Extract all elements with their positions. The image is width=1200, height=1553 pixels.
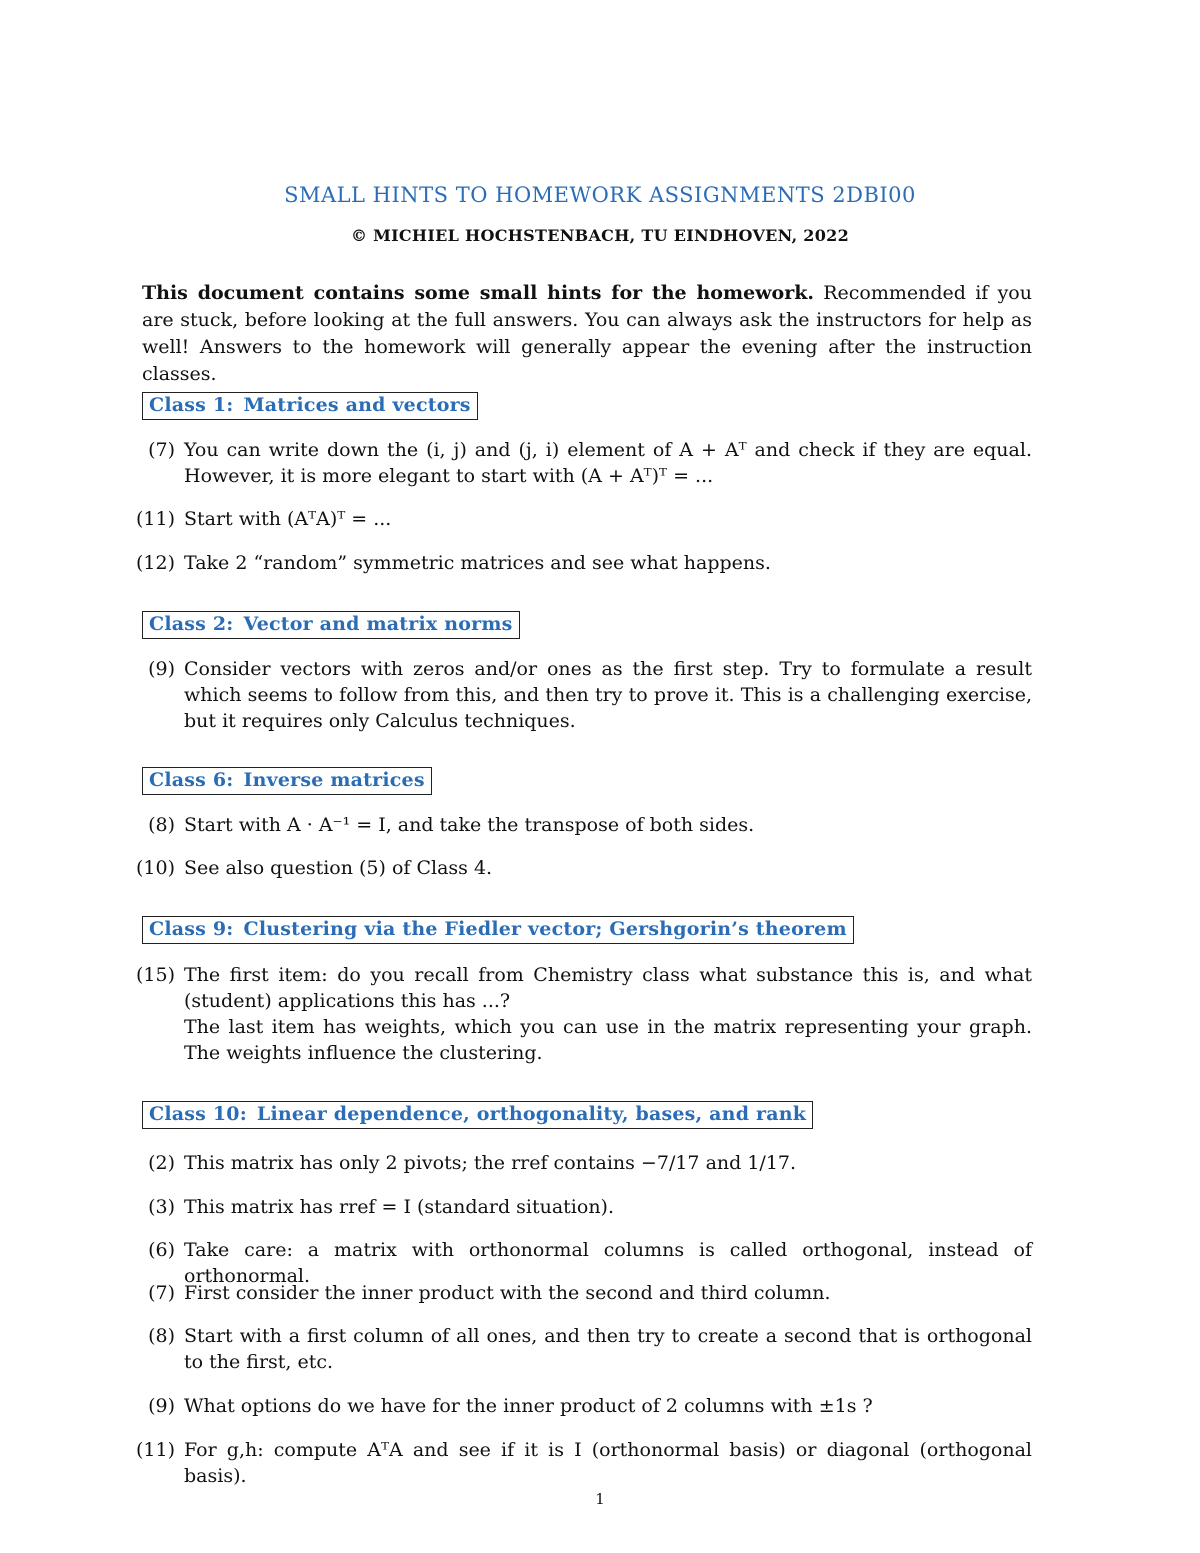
hint-text: This matrix has rref = I (standard situation).: [184, 1196, 615, 1218]
section-title: Inverse matrices: [243, 769, 425, 791]
hint-text: Consider vectors with zeros and/or ones as the first step. Try to formulate a result which seems to follow from this, and then try to prove it. This is a challenging exercise, but it requires only Calculus techniques.: [184, 658, 1032, 732]
hint-number: (2): [148, 1152, 175, 1174]
section-number: Class 10:: [149, 1103, 247, 1125]
section-title: Vector and matrix norms: [243, 613, 513, 635]
section-heading: [142, 767, 432, 795]
page-number: 1: [595, 1490, 605, 1508]
hint-number: (8): [148, 814, 175, 836]
hint-text: [184, 962, 1032, 1066]
section-heading: [142, 916, 854, 944]
hint-number: (7): [148, 439, 175, 461]
hint-number: (15): [135, 964, 175, 986]
hint-text: Take 2 “random” symmetric matrices and see what happens.: [184, 552, 771, 574]
section-number: Class 2:: [149, 613, 234, 635]
hint-text-part-1: The first item: do you recall from Chemistry class what substance this is, and what (student) applications this has ...?: [184, 964, 1032, 1012]
section-class-1: [142, 392, 1032, 420]
section-class-2: [142, 611, 1032, 639]
section-heading: [142, 392, 478, 420]
hint-text: Take care: a matrix with orthonormal columns is called orthogonal, instead of orthonormal.: [184, 1239, 1032, 1287]
hint-text: Start with a first column of all ones, and then try to create a second that is orthogonal to the first, etc.: [184, 1325, 1032, 1373]
hint-number: (8): [148, 1325, 175, 1347]
author-line: © MICHIEL HOCHSTENBACH, TU EINDHOVEN, 2022: [350, 226, 850, 245]
hint-number: (10): [135, 857, 175, 879]
section-class-9: [142, 916, 1032, 944]
intro-text: Recommended if you are stuck, before looking at the full answers. You can always ask the instructors for help as well! Answers to the homework will generally appear the evening after the instruction classes.: [142, 282, 1032, 385]
hint-text: This matrix has only 2 pivots; the rref contains −7/17 and 1/17.: [184, 1152, 797, 1174]
hint-text: First consider the inner product with the second and third column.: [184, 1282, 831, 1304]
document-title: SMALL HINTS TO HOMEWORK ASSIGNMENTS 2DBI00: [284, 183, 916, 207]
hint-number: (11): [135, 508, 175, 530]
section-class-10: [142, 1101, 1032, 1129]
section-heading: [142, 1101, 813, 1129]
section-title: Linear dependence, orthogonality, bases, and rank: [256, 1103, 807, 1125]
hint-text: Start with (AᵀA)ᵀ = ...: [184, 508, 392, 530]
hint-number: (11): [135, 1439, 175, 1461]
hint-text-part-2: The last item has weights, which you can use in the matrix representing your graph. The weights influence the clustering.: [184, 1016, 1032, 1064]
hint-number: (3): [148, 1196, 175, 1218]
hint-number: (6): [148, 1239, 175, 1261]
intro-paragraph: [142, 280, 1032, 388]
hint-number: (9): [148, 658, 175, 680]
section-title: Matrices and vectors: [243, 394, 471, 416]
section-title: Clustering via the Fiedler vector; Gershgorin’s theorem: [243, 918, 847, 940]
hint-number: (9): [148, 1395, 175, 1417]
section-number: Class 1:: [149, 394, 234, 416]
section-class-6: [142, 767, 1032, 795]
section-number: Class 9:: [149, 918, 234, 940]
hint-text: For g,h: compute AᵀA and see if it is I (orthonormal basis) or diagonal (orthogonal basis).: [184, 1439, 1032, 1487]
hint-text: See also question (5) of Class 4.: [184, 857, 493, 879]
hint-text: What options do we have for the inner product of 2 columns with ±1s ?: [184, 1395, 873, 1417]
hint-text: Start with A · A⁻¹ = I, and take the transpose of both sides.: [184, 814, 755, 836]
intro-lead: This document contains some small hints for the homework.: [142, 282, 814, 304]
hint-number: (12): [135, 552, 175, 574]
hint-number: (7): [148, 1282, 175, 1304]
section-heading: [142, 611, 520, 639]
hint-text: You can write down the (i, j) and (j, i) element of A + Aᵀ and check if they are equal. However, it is more elegant to start with (A + Aᵀ)ᵀ = ...: [184, 439, 1032, 487]
section-number: Class 6:: [149, 769, 234, 791]
